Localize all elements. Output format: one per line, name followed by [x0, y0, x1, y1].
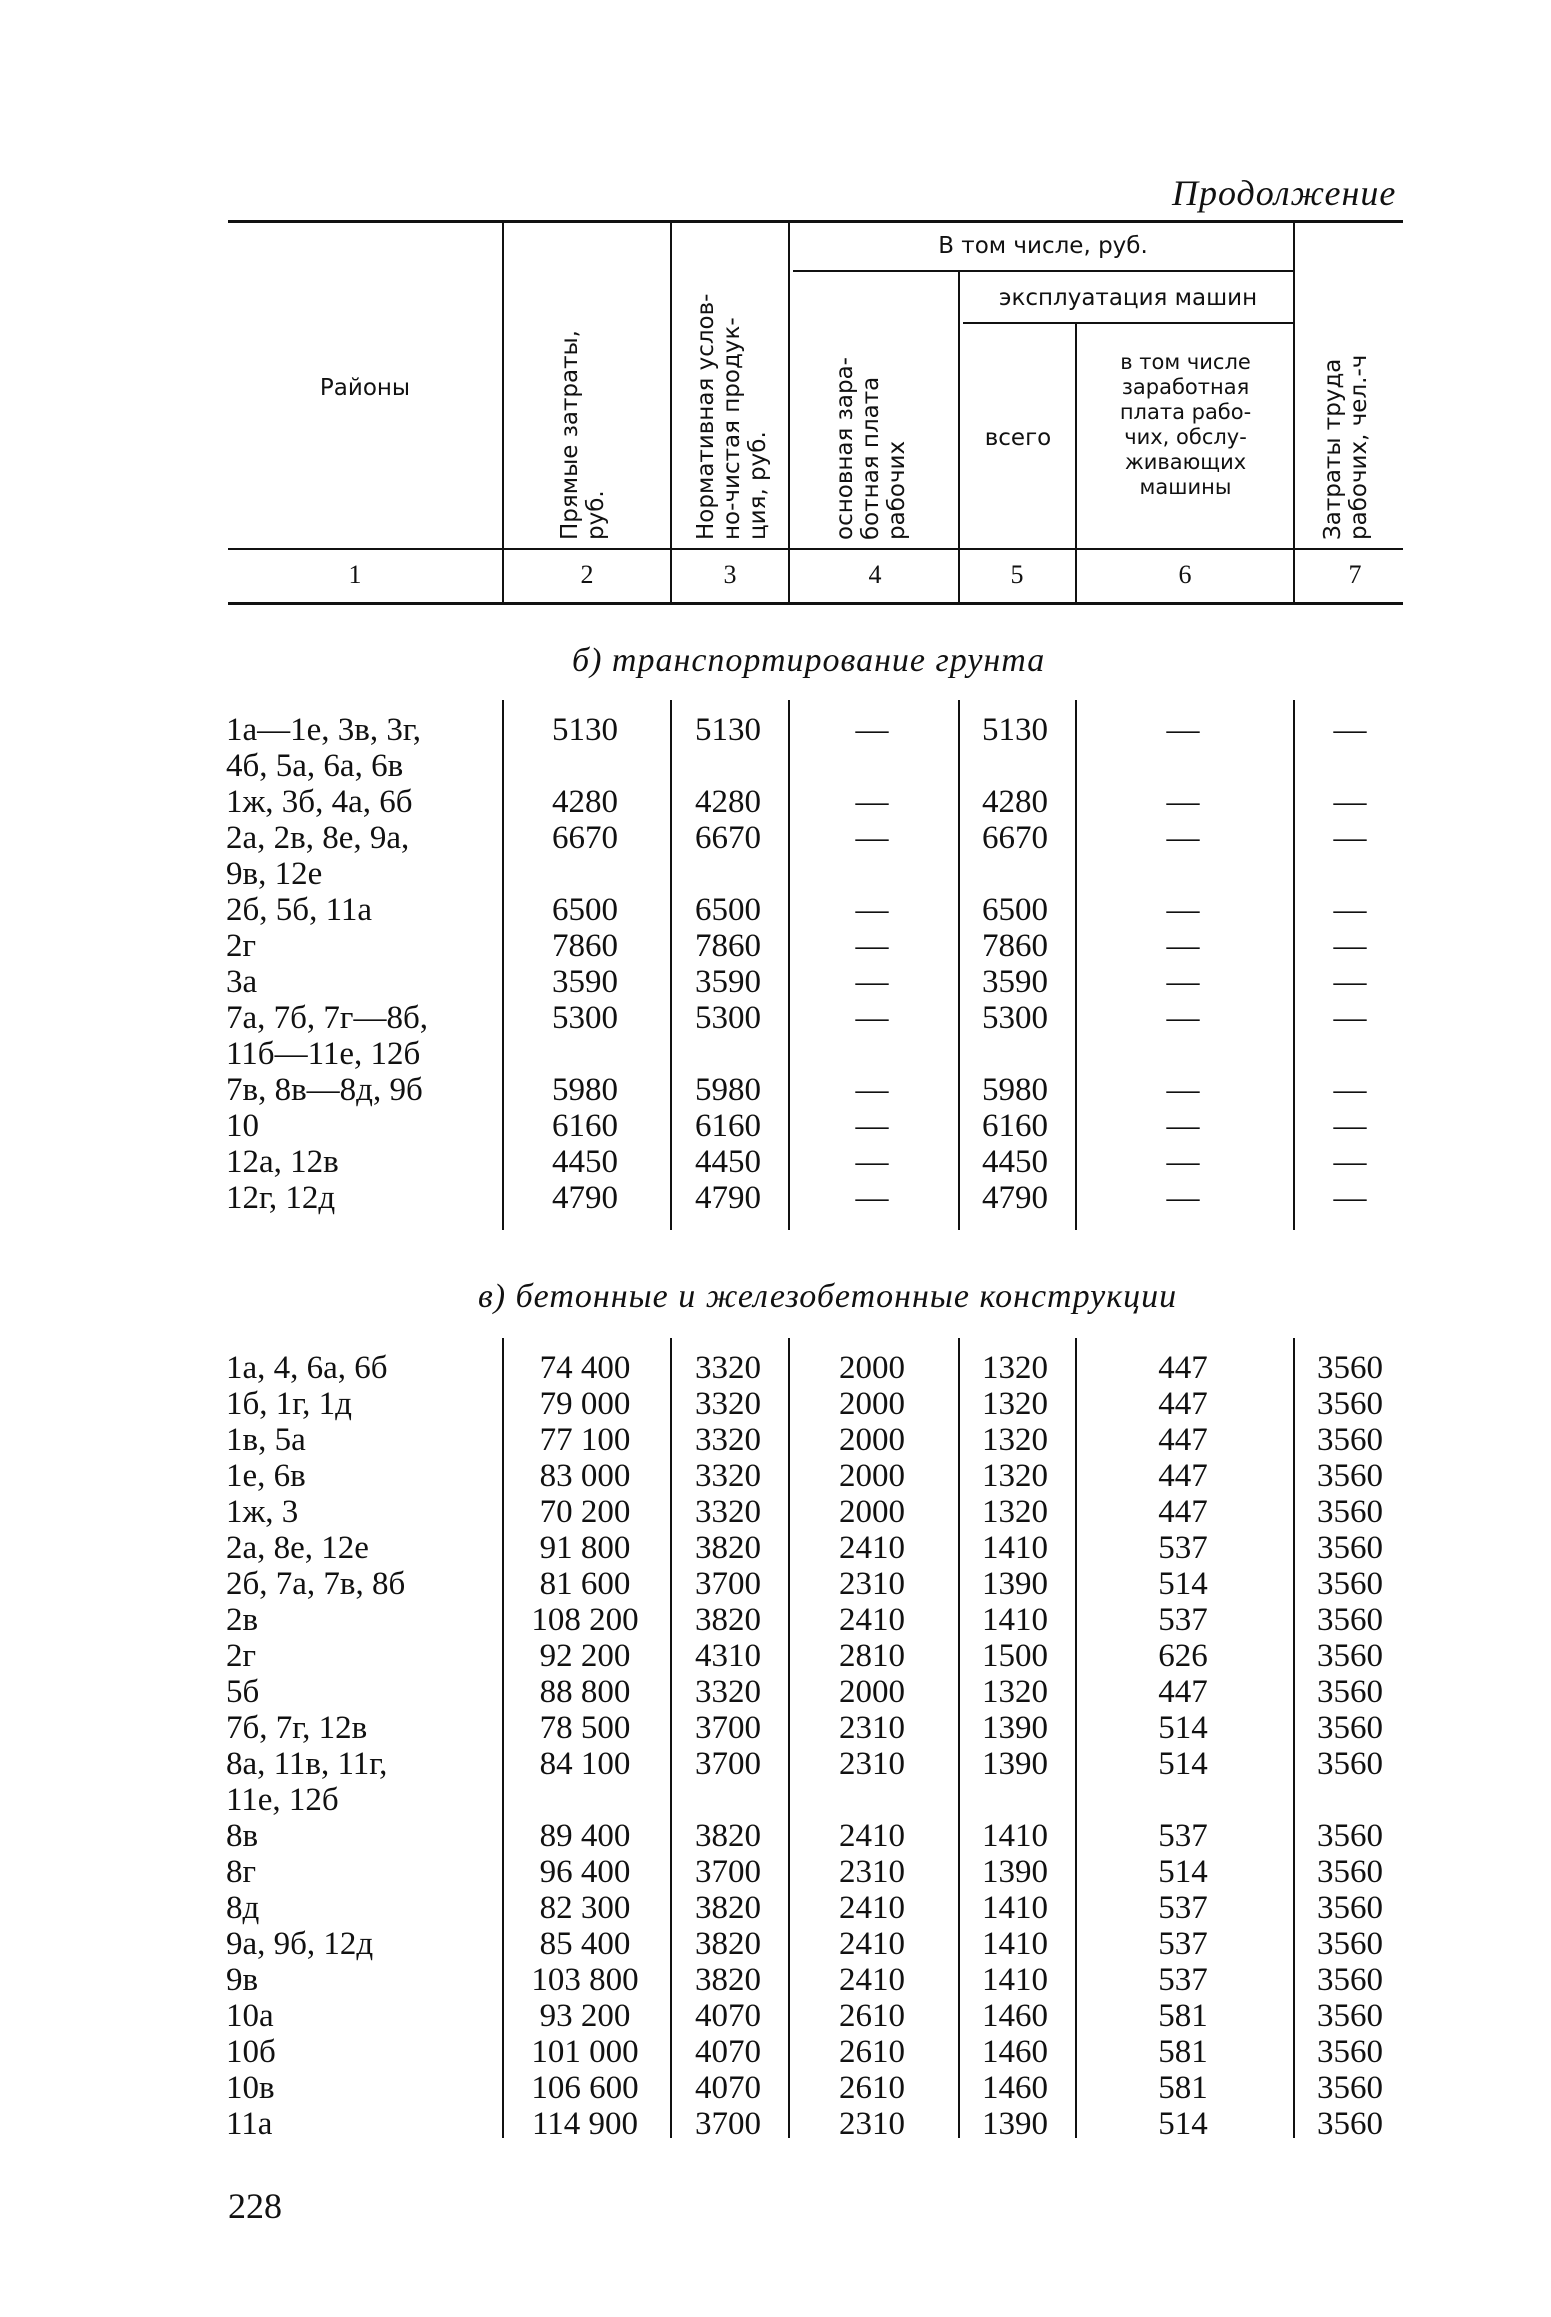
- region-cell: [226, 1494, 298, 1530]
- region-cell: [226, 892, 372, 928]
- value-cell: 3560: [1317, 1566, 1383, 1602]
- value-cell: 4070: [695, 2034, 761, 2070]
- value-cell: 3820: [695, 1926, 761, 1962]
- region-line: 10а: [226, 1998, 274, 2034]
- region-line: 8в: [226, 1818, 259, 1854]
- region-cell: [226, 1602, 258, 1638]
- value-cell: 93 200: [539, 1998, 631, 2034]
- value-cell: 3320: [695, 1422, 761, 1458]
- value-cell: 514: [1158, 1710, 1208, 1746]
- body-divider: [1075, 1338, 1077, 2138]
- value-cell: 6500: [695, 892, 761, 928]
- region-cell: [226, 2106, 272, 2142]
- value-cell: —: [855, 964, 889, 1000]
- value-cell: —: [1166, 1108, 1200, 1144]
- value-cell: 5980: [982, 1072, 1048, 1108]
- region-line: 11а: [226, 2106, 273, 2142]
- value-cell: 3560: [1317, 2070, 1383, 2106]
- value-cell: 101 000: [531, 2034, 639, 2070]
- value-cell: 2310: [839, 1854, 905, 1890]
- header-divider: [1293, 222, 1295, 605]
- value-cell: 5980: [552, 1072, 618, 1108]
- region-line: 10б: [226, 2034, 276, 2070]
- value-cell: 4280: [982, 784, 1048, 820]
- value-cell: 4790: [695, 1180, 761, 1216]
- value-cell: 3320: [695, 1674, 761, 1710]
- column-number: 5: [1010, 560, 1024, 589]
- region-cell: [226, 1890, 259, 1926]
- value-cell: 88 800: [539, 1674, 631, 1710]
- value-cell: 1410: [982, 1926, 1048, 1962]
- region-line: 2в: [226, 1602, 259, 1638]
- region-cell: [226, 712, 421, 784]
- value-cell: 103 800: [531, 1962, 639, 1998]
- header-base-wage: основная зара- ботная плата рабочих: [832, 357, 910, 540]
- region-line: 8д: [226, 1890, 260, 1926]
- region-cell: [226, 1818, 258, 1854]
- value-cell: 4450: [982, 1144, 1048, 1180]
- region-cell: [226, 1746, 387, 1818]
- region-cell: [226, 1638, 256, 1674]
- value-cell: 2610: [839, 2034, 905, 2070]
- value-cell: 537: [1158, 1818, 1208, 1854]
- value-cell: 2310: [839, 1566, 905, 1602]
- header-labor-costs: Затраты труда рабочих, чел.-ч: [1320, 354, 1372, 540]
- value-cell: 3560: [1317, 1602, 1383, 1638]
- region-line: 8а, 11в, 11г,: [226, 1746, 388, 1782]
- including-rule: [793, 270, 1293, 272]
- value-cell: 5300: [695, 1000, 761, 1036]
- body-divider: [502, 1338, 504, 2138]
- value-cell: 1320: [982, 1386, 1048, 1422]
- value-cell: —: [1166, 784, 1200, 820]
- value-cell: 514: [1158, 1746, 1208, 1782]
- value-cell: 3560: [1317, 1674, 1383, 1710]
- region-cell: [226, 1962, 258, 1998]
- value-cell: 3320: [695, 1350, 761, 1386]
- region-line: 3а: [226, 964, 258, 1000]
- value-cell: 447: [1158, 1458, 1208, 1494]
- value-cell: 5300: [552, 1000, 618, 1036]
- value-cell: —: [855, 712, 889, 748]
- value-cell: —: [855, 1000, 889, 1036]
- value-cell: —: [855, 784, 889, 820]
- value-cell: 6670: [552, 820, 618, 856]
- header-machine-operation: эксплуатация машин: [998, 285, 1258, 311]
- value-cell: —: [1333, 1108, 1367, 1144]
- region-line: 11б—11е, 12б: [226, 1036, 421, 1072]
- value-cell: —: [1333, 1000, 1367, 1036]
- value-cell: —: [1166, 712, 1200, 748]
- value-cell: 1390: [982, 1566, 1048, 1602]
- value-cell: 3560: [1317, 1422, 1383, 1458]
- value-cell: —: [855, 820, 889, 856]
- value-cell: 581: [1158, 2070, 1208, 2106]
- value-cell: 1460: [982, 2034, 1048, 2070]
- value-cell: 3320: [695, 1386, 761, 1422]
- value-cell: 4450: [552, 1144, 618, 1180]
- value-cell: 3560: [1317, 1710, 1383, 1746]
- value-cell: 3560: [1317, 1818, 1383, 1854]
- region-cell: [226, 1458, 306, 1494]
- value-cell: —: [855, 928, 889, 964]
- value-cell: 79 000: [539, 1386, 631, 1422]
- value-cell: 6500: [982, 892, 1048, 928]
- value-cell: 537: [1158, 1602, 1208, 1638]
- value-cell: 2410: [839, 1890, 905, 1926]
- header-top-rule: [228, 220, 1403, 223]
- machine-rule: [963, 322, 1293, 324]
- region-line: 1ж, 3: [226, 1494, 299, 1530]
- value-cell: 3700: [695, 1710, 761, 1746]
- header-regions: Районы: [319, 375, 411, 401]
- value-cell: 537: [1158, 1962, 1208, 1998]
- value-cell: 1320: [982, 1494, 1048, 1530]
- region-line: 10в: [226, 2070, 275, 2106]
- value-cell: 3820: [695, 1890, 761, 1926]
- value-cell: 3820: [695, 1962, 761, 1998]
- value-cell: 81 600: [539, 1566, 631, 1602]
- region-cell: [226, 1566, 405, 1602]
- value-cell: 1410: [982, 1602, 1048, 1638]
- value-cell: 3560: [1317, 2034, 1383, 2070]
- value-cell: 3590: [695, 964, 761, 1000]
- value-cell: 3560: [1317, 1386, 1383, 1422]
- value-cell: 3590: [982, 964, 1048, 1000]
- body-divider: [1075, 700, 1077, 1230]
- value-cell: —: [1333, 892, 1367, 928]
- value-cell: —: [1333, 928, 1367, 964]
- value-cell: 3820: [695, 1602, 761, 1638]
- region-cell: [226, 1144, 339, 1180]
- region-cell: [226, 1350, 388, 1386]
- header-divider: [670, 222, 672, 605]
- value-cell: 3820: [695, 1530, 761, 1566]
- value-cell: 537: [1158, 1926, 1208, 1962]
- value-cell: 514: [1158, 1854, 1208, 1890]
- region-line: 9в, 12е: [226, 856, 323, 892]
- region-line: 12г, 12д: [226, 1180, 336, 1216]
- column-number: 3: [723, 560, 737, 589]
- region-cell: [226, 1386, 352, 1422]
- value-cell: 89 400: [539, 1818, 631, 1854]
- value-cell: 77 100: [539, 1422, 631, 1458]
- value-cell: 3560: [1317, 1350, 1383, 1386]
- value-cell: 3820: [695, 1818, 761, 1854]
- region-line: 8г: [226, 1854, 257, 1890]
- value-cell: 1410: [982, 1962, 1048, 1998]
- value-cell: —: [855, 1108, 889, 1144]
- value-cell: 3700: [695, 1746, 761, 1782]
- value-cell: 85 400: [539, 1926, 631, 1962]
- value-cell: 1390: [982, 1854, 1048, 1890]
- value-cell: 581: [1158, 2034, 1208, 2070]
- body-divider: [502, 700, 504, 1230]
- value-cell: 6160: [982, 1108, 1048, 1144]
- region-line: 2б, 5б, 11а: [226, 892, 373, 928]
- region-line: 2а, 2в, 8е, 9а,: [226, 820, 410, 856]
- value-cell: 5130: [552, 712, 618, 748]
- value-cell: 6500: [552, 892, 618, 928]
- value-cell: 1390: [982, 1746, 1048, 1782]
- value-cell: 3560: [1317, 1998, 1383, 2034]
- value-cell: 6160: [552, 1108, 618, 1144]
- region-cell: [226, 784, 413, 820]
- region-line: 1е, 6в: [226, 1458, 306, 1494]
- region-line: 7в, 8в—8д, 9б: [226, 1072, 423, 1108]
- value-cell: 3560: [1317, 1890, 1383, 1926]
- value-cell: 447: [1158, 1494, 1208, 1530]
- value-cell: 1390: [982, 1710, 1048, 1746]
- region-line: 5б: [226, 1674, 260, 1710]
- region-cell: [226, 1530, 369, 1566]
- header-divider: [788, 222, 790, 605]
- value-cell: 2000: [839, 1494, 905, 1530]
- value-cell: 537: [1158, 1530, 1208, 1566]
- value-cell: —: [1333, 712, 1367, 748]
- value-cell: 91 800: [539, 1530, 631, 1566]
- value-cell: —: [1166, 892, 1200, 928]
- value-cell: 3320: [695, 1458, 761, 1494]
- value-cell: 581: [1158, 1998, 1208, 2034]
- value-cell: 83 000: [539, 1458, 631, 1494]
- value-cell: 2310: [839, 2106, 905, 2142]
- value-cell: 2610: [839, 1998, 905, 2034]
- section-title: б) транспортирование грунта: [572, 642, 1046, 679]
- value-cell: 78 500: [539, 1710, 631, 1746]
- value-cell: 1410: [982, 1890, 1048, 1926]
- region-cell: [226, 820, 409, 892]
- region-line: 7а, 7б, 7г—8б,: [226, 1000, 429, 1036]
- value-cell: 3590: [552, 964, 618, 1000]
- value-cell: 5980: [695, 1072, 761, 1108]
- header-incl-wage: в том числе заработная плата рабо-чих, обслу-живающих машины: [1119, 350, 1252, 499]
- header-bottom-rule: [228, 548, 1403, 550]
- value-cell: 106 600: [531, 2070, 639, 2106]
- section-title: в) бетонные и железобетонные конструкции: [478, 1278, 1178, 1315]
- value-cell: 3560: [1317, 2106, 1383, 2142]
- region-cell: [226, 1926, 373, 1962]
- value-cell: 2410: [839, 1962, 905, 1998]
- value-cell: 114 900: [531, 2106, 639, 2142]
- region-cell: [226, 1674, 259, 1710]
- value-cell: 2410: [839, 1602, 905, 1638]
- value-cell: —: [1166, 820, 1200, 856]
- value-cell: 2000: [839, 1386, 905, 1422]
- value-cell: 4790: [552, 1180, 618, 1216]
- value-cell: 108 200: [531, 1602, 639, 1638]
- region-cell: [226, 1072, 423, 1108]
- region-line: 2г: [226, 928, 257, 964]
- value-cell: 1500: [982, 1638, 1048, 1674]
- column-number: 1: [348, 560, 362, 589]
- value-cell: —: [855, 1072, 889, 1108]
- region-line: 2а, 8е, 12е: [226, 1530, 369, 1566]
- column-number: 6: [1178, 560, 1192, 589]
- value-cell: 4310: [695, 1638, 761, 1674]
- region-line: 1а, 4, 6а, 6б: [226, 1350, 388, 1386]
- value-cell: 84 100: [539, 1746, 631, 1782]
- region-cell: [226, 928, 256, 964]
- value-cell: 3560: [1317, 1926, 1383, 1962]
- value-cell: 3560: [1317, 1494, 1383, 1530]
- value-cell: 2810: [839, 1638, 905, 1674]
- value-cell: 4070: [695, 1998, 761, 2034]
- header-divider: [502, 222, 504, 605]
- value-cell: —: [1166, 964, 1200, 1000]
- value-cell: 514: [1158, 1566, 1208, 1602]
- region-line: 7б, 7г, 12в: [226, 1710, 368, 1746]
- value-cell: 5130: [695, 712, 761, 748]
- value-cell: —: [1166, 1000, 1200, 1036]
- value-cell: 1410: [982, 1530, 1048, 1566]
- value-cell: 2410: [839, 1818, 905, 1854]
- value-cell: 2310: [839, 1746, 905, 1782]
- region-cell: [226, 1854, 256, 1890]
- value-cell: 1390: [982, 2106, 1048, 2142]
- column-number: 7: [1348, 560, 1362, 589]
- value-cell: 514: [1158, 2106, 1208, 2142]
- value-cell: —: [855, 1144, 889, 1180]
- value-cell: 1460: [982, 2070, 1048, 2106]
- value-cell: 537: [1158, 1890, 1208, 1926]
- continued-label: Продолжение: [1172, 173, 1397, 213]
- region-cell: [226, 1180, 335, 1216]
- value-cell: 96 400: [539, 1854, 631, 1890]
- value-cell: 3700: [695, 1854, 761, 1890]
- region-line: 10: [226, 1108, 259, 1144]
- value-cell: —: [1166, 1072, 1200, 1108]
- header-divider: [958, 272, 960, 605]
- value-cell: —: [855, 1180, 889, 1216]
- header-divider: [1075, 324, 1077, 605]
- value-cell: 6670: [982, 820, 1048, 856]
- value-cell: 447: [1158, 1386, 1208, 1422]
- value-cell: 2000: [839, 1458, 905, 1494]
- value-cell: 3700: [695, 2106, 761, 2142]
- region-line: 2г: [226, 1638, 257, 1674]
- page-number: 228: [228, 2186, 282, 2226]
- value-cell: 2000: [839, 1350, 905, 1386]
- value-cell: 4280: [552, 784, 618, 820]
- body-divider: [788, 1338, 790, 2138]
- region-line: 1б, 1г, 1д: [226, 1386, 352, 1422]
- value-cell: 626: [1158, 1638, 1208, 1674]
- value-cell: 447: [1158, 1350, 1208, 1386]
- value-cell: 74 400: [539, 1350, 631, 1386]
- region-line: 9в: [226, 1962, 259, 1998]
- value-cell: 3560: [1317, 1530, 1383, 1566]
- header-direct-costs: Прямые затраты, руб.: [557, 330, 609, 540]
- value-cell: 2000: [839, 1674, 905, 1710]
- region-line: 4б, 5а, 6а, 6в: [226, 748, 404, 784]
- value-cell: 2000: [839, 1422, 905, 1458]
- column-numbers-rule: [228, 602, 1403, 605]
- value-cell: 92 200: [539, 1638, 631, 1674]
- value-cell: 1320: [982, 1458, 1048, 1494]
- region-line: 1ж, 3б, 4а, 6б: [226, 784, 413, 820]
- region-cell: [226, 2070, 275, 2106]
- region-cell: [226, 1998, 274, 2034]
- region-cell: [226, 1710, 367, 1746]
- value-cell: 1320: [982, 1674, 1048, 1710]
- region-cell: [226, 1108, 259, 1144]
- value-cell: 6670: [695, 820, 761, 856]
- region-line: 1в, 5а: [226, 1422, 306, 1458]
- value-cell: —: [1333, 784, 1367, 820]
- value-cell: 7860: [695, 928, 761, 964]
- value-cell: 5130: [982, 712, 1048, 748]
- value-cell: —: [1166, 1144, 1200, 1180]
- value-cell: 2410: [839, 1926, 905, 1962]
- region-cell: [226, 1422, 306, 1458]
- value-cell: 3560: [1317, 1746, 1383, 1782]
- value-cell: 4790: [982, 1180, 1048, 1216]
- column-number: 2: [580, 560, 594, 589]
- value-cell: 2410: [839, 1530, 905, 1566]
- region-line: 2б, 7а, 7в, 8б: [226, 1566, 406, 1602]
- value-cell: 5300: [982, 1000, 1048, 1036]
- value-cell: 4450: [695, 1144, 761, 1180]
- value-cell: 4070: [695, 2070, 761, 2106]
- region-line: 1а—1е, 3в, 3г,: [226, 712, 421, 748]
- header-including: В том числе, руб.: [938, 233, 1148, 259]
- value-cell: 447: [1158, 1674, 1208, 1710]
- value-cell: —: [1333, 1072, 1367, 1108]
- value-cell: 2310: [839, 1710, 905, 1746]
- region-line: 12а, 12в: [226, 1144, 339, 1180]
- value-cell: 1320: [982, 1422, 1048, 1458]
- value-cell: 1460: [982, 1998, 1048, 2034]
- value-cell: 7860: [552, 928, 618, 964]
- region-line: 11е, 12б: [226, 1782, 339, 1818]
- value-cell: —: [1333, 1144, 1367, 1180]
- value-cell: 3560: [1317, 1458, 1383, 1494]
- region-cell: [226, 964, 257, 1000]
- body-divider: [788, 700, 790, 1230]
- value-cell: 82 300: [539, 1890, 631, 1926]
- value-cell: 1410: [982, 1818, 1048, 1854]
- value-cell: 4280: [695, 784, 761, 820]
- value-cell: 3560: [1317, 1854, 1383, 1890]
- value-cell: 447: [1158, 1422, 1208, 1458]
- header-normative-net-product: Нормативная услов- но-чистая продук- ция, руб.: [693, 293, 771, 540]
- region-cell: [226, 2034, 276, 2070]
- region-line: 9а, 9б, 12д: [226, 1926, 374, 1962]
- value-cell: 3560: [1317, 1962, 1383, 1998]
- value-cell: —: [1333, 820, 1367, 856]
- value-cell: —: [1166, 928, 1200, 964]
- value-cell: 7860: [982, 928, 1048, 964]
- value-cell: —: [855, 892, 889, 928]
- value-cell: 3700: [695, 1566, 761, 1602]
- header-total: всего: [984, 425, 1052, 451]
- column-number: 4: [868, 560, 882, 589]
- value-cell: 1320: [982, 1350, 1048, 1386]
- value-cell: —: [1333, 1180, 1367, 1216]
- value-cell: 3560: [1317, 1638, 1383, 1674]
- region-cell: [226, 1000, 428, 1072]
- value-cell: 3320: [695, 1494, 761, 1530]
- value-cell: —: [1166, 1180, 1200, 1216]
- value-cell: —: [1333, 964, 1367, 1000]
- value-cell: 70 200: [539, 1494, 631, 1530]
- value-cell: 6160: [695, 1108, 761, 1144]
- value-cell: 2610: [839, 2070, 905, 2106]
